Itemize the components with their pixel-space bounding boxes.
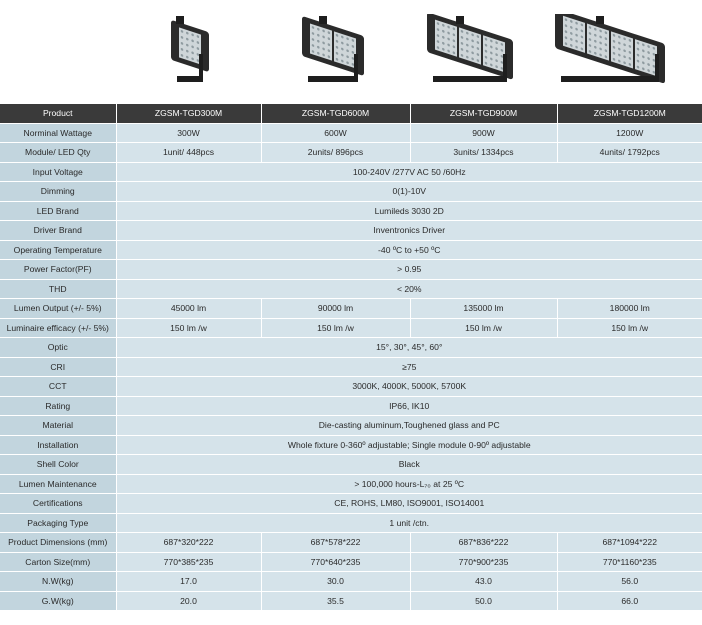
row-value-cell: 770*385*235 (116, 552, 261, 572)
table-row (0, 260, 702, 280)
row-label-cell: Rating (0, 396, 116, 416)
row-value-cell: 770*1160*235 (557, 552, 702, 572)
row-value-cell: 687*578*222 (261, 533, 410, 553)
row-value-cell: 150 lm /w (261, 318, 410, 338)
table-row (0, 474, 702, 494)
row-label-cell: Product Dimensions (mm) (0, 533, 116, 553)
row-value-cell-merged: CE, ROHS, LM80, ISO9001, ISO14001 (116, 494, 702, 514)
header-model-cell: ZGSM-TGD300M (116, 104, 261, 123)
row-label-cell: Carton Size(mm) (0, 552, 116, 572)
row-value-cell: 135000 lm (410, 299, 557, 319)
row-value-cell: 4units/ 1792pcs (557, 143, 702, 163)
table-row (0, 552, 702, 572)
row-value-cell: 1200W (557, 123, 702, 143)
row-label-cell: Dimming (0, 182, 116, 202)
row-value-cell: 90000 lm (261, 299, 410, 319)
row-value-cell-merged: 100-240V /277V AC 50 /60Hz (116, 162, 702, 182)
row-value-cell: 66.0 (557, 591, 702, 611)
header-model-cell: ZGSM-TGD600M (261, 104, 410, 123)
row-label-cell: CRI (0, 357, 116, 377)
row-value-cell: 30.0 (261, 572, 410, 592)
table-row (0, 396, 702, 416)
row-value-cell: 600W (261, 123, 410, 143)
row-value-cell: 900W (410, 123, 557, 143)
row-value-cell: 45000 lm (116, 299, 261, 319)
row-value-cell-merged: IP66, IK10 (116, 396, 702, 416)
table-header-row (0, 104, 702, 123)
row-label-cell: Material (0, 416, 116, 436)
table-row (0, 591, 702, 611)
row-label-cell: CCT (0, 377, 116, 397)
row-value-cell: 56.0 (557, 572, 702, 592)
row-value-cell: 50.0 (410, 591, 557, 611)
row-value-cell: 17.0 (116, 572, 261, 592)
row-label-cell: Input Voltage (0, 162, 116, 182)
floodlight-1-module-icon (161, 14, 219, 94)
row-value-cell-merged: Black (116, 455, 702, 475)
table-row (0, 338, 702, 358)
spec-table (0, 104, 702, 611)
row-label-cell: LED Brand (0, 201, 116, 221)
row-value-cell: 687*836*222 (410, 533, 557, 553)
row-value-cell: 687*320*222 (116, 533, 261, 553)
table-row (0, 201, 702, 221)
row-label-cell: Lumen Maintenance (0, 474, 116, 494)
table-row (0, 279, 702, 299)
row-label-cell: Certifications (0, 494, 116, 514)
row-value-cell-merged: Lumileds 3030 2D (116, 201, 702, 221)
row-label-cell: Lumen Output (+/- 5%) (0, 299, 116, 319)
row-value-cell: 300W (116, 123, 261, 143)
header-model-cell: ZGSM-TGD900M (410, 104, 557, 123)
row-label-cell: Installation (0, 435, 116, 455)
table-row (0, 240, 702, 260)
header-label-cell: Product (0, 104, 116, 123)
row-value-cell: 150 lm /w (557, 318, 702, 338)
row-label-cell: THD (0, 279, 116, 299)
floodlight-4-module-icon (545, 14, 675, 94)
row-value-cell: 150 lm /w (116, 318, 261, 338)
row-value-cell-merged: ≥75 (116, 357, 702, 377)
table-row (0, 357, 702, 377)
table-row (0, 455, 702, 475)
table-row (0, 162, 702, 182)
row-value-cell: 770*900*235 (410, 552, 557, 572)
row-label-cell: Power Factor(PF) (0, 260, 116, 280)
row-label-cell: Norminal Wattage (0, 123, 116, 143)
table-row (0, 143, 702, 163)
table-row (0, 299, 702, 319)
row-value-cell-merged: Die-casting aluminum,Toughened glass and PC (116, 416, 702, 436)
row-label-cell: Optic (0, 338, 116, 358)
row-value-cell: 3units/ 1334pcs (410, 143, 557, 163)
row-value-cell-merged: < 20% (116, 279, 702, 299)
row-value-cell: 687*1094*222 (557, 533, 702, 553)
row-value-cell-merged: > 0.95 (116, 260, 702, 280)
row-value-cell-merged: 0(1)-10V (116, 182, 702, 202)
row-value-cell: 35.5 (261, 591, 410, 611)
row-value-cell: 1unit/ 448pcs (116, 143, 261, 163)
table-row (0, 494, 702, 514)
row-value-cell: 150 lm /w (410, 318, 557, 338)
row-label-cell: Driver Brand (0, 221, 116, 241)
row-label-cell: N.W(kg) (0, 572, 116, 592)
row-label-cell: Packaging Type (0, 513, 116, 533)
row-value-cell-merged: 3000K, 4000K, 5000K, 5700K (116, 377, 702, 397)
row-value-cell: 180000 lm (557, 299, 702, 319)
floodlight-3-module-icon (417, 14, 523, 94)
row-value-cell-merged: > 100,000 hours-L₇₀ at 25 ºC (116, 474, 702, 494)
table-row (0, 572, 702, 592)
floodlight-2-module-icon (292, 14, 374, 94)
row-value-cell-merged: Inventronics Driver (116, 221, 702, 241)
table-row (0, 318, 702, 338)
row-value-cell: 20.0 (116, 591, 261, 611)
row-value-cell-merged: 15°, 30°, 45°, 60° (116, 338, 702, 358)
row-label-cell: Operating Temperature (0, 240, 116, 260)
row-label-cell: Module/ LED Qty (0, 143, 116, 163)
table-row (0, 533, 702, 553)
table-row (0, 182, 702, 202)
row-value-cell: 2units/ 896pcs (261, 143, 410, 163)
table-row (0, 435, 702, 455)
row-value-cell-merged: Whole fixture 0-360º adjustable; Single module 0-90º adjustable (116, 435, 702, 455)
row-label-cell: Luminaire efficacy (+/- 5%) (0, 318, 116, 338)
table-row (0, 416, 702, 436)
table-row (0, 377, 702, 397)
product-images (0, 0, 702, 104)
row-label-cell: Shell Color (0, 455, 116, 475)
row-value-cell: 770*640*235 (261, 552, 410, 572)
table-row (0, 513, 702, 533)
row-label-cell: G.W(kg) (0, 591, 116, 611)
row-value-cell-merged: 1 unit /ctn. (116, 513, 702, 533)
table-row (0, 123, 702, 143)
row-value-cell-merged: -40 ºC to +50 ºC (116, 240, 702, 260)
row-value-cell: 43.0 (410, 572, 557, 592)
table-row (0, 221, 702, 241)
header-model-cell: ZGSM-TGD1200M (557, 104, 702, 123)
